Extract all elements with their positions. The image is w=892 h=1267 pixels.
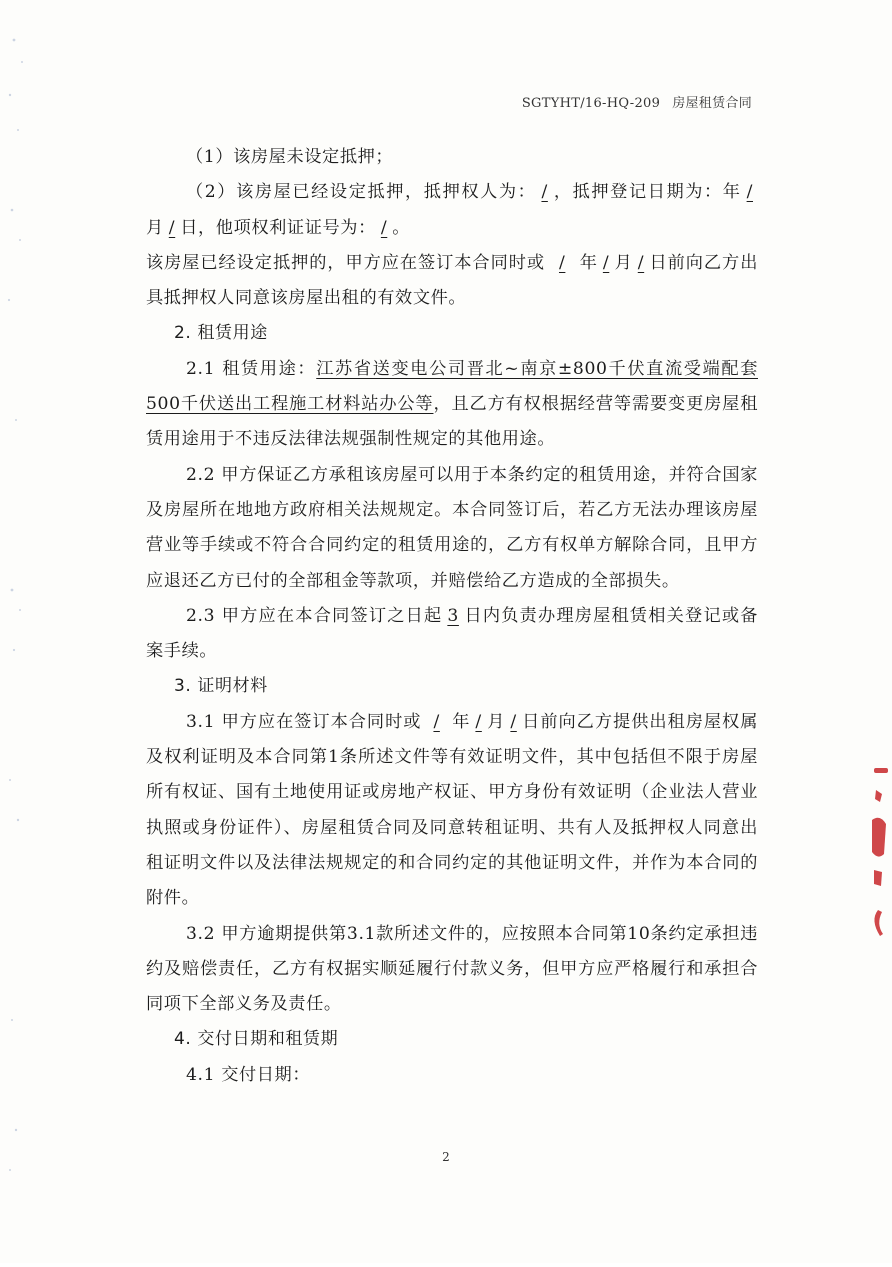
clause-2-1: [146, 352, 758, 458]
text-segment: 3.1 甲方应在签订本合同时或: [186, 711, 422, 732]
text-segment: （2）该房屋已经设定抵押，抵押权人为：: [186, 182, 537, 203]
mortgage-month-blank: /: [746, 182, 753, 203]
text-segment: 。: [392, 217, 411, 238]
text-segment: 月: [486, 711, 506, 732]
clause-4-1: 4.1 交付日期：: [186, 1064, 311, 1085]
clause-mortgage-set: [146, 175, 758, 246]
document-code: SGTYHT/16-HQ-209: [521, 96, 661, 111]
text-segment: 月: [614, 252, 633, 273]
text-segment: ，且乙方有权根据经营等需要变更房屋租赁用途用于不违反法律法规强制性规定的其他用途。: [146, 394, 758, 450]
page-number: 2: [442, 1150, 450, 1164]
clause-mortgage-none: （1）该房屋未设定抵押；: [186, 147, 394, 167]
section-heading-delivery-term: 4. 交付日期和租赁期: [174, 1029, 339, 1050]
consent-day-blank: /: [637, 252, 645, 273]
text-segment: ，抵押登记日期为：年: [552, 182, 742, 203]
text-segment: 年: [579, 252, 598, 273]
text-segment: 日前向乙方出具抵押权人同意该房屋出租的有效文件。: [146, 252, 758, 309]
text-segment: 日内负责办理房屋租赁相关登记或备案手续。: [146, 605, 758, 662]
page-header: [522, 92, 752, 111]
registration-days-value: 3: [447, 605, 459, 626]
scan-edge-specks: [0, 0, 40, 1263]
section-heading-certificates: 3. 证明材料: [174, 676, 268, 697]
seam-seal-stamp: [868, 760, 892, 950]
document-title: 房屋租赁合同: [672, 96, 752, 111]
consent-month-blank: /: [602, 252, 610, 273]
contract-body: [146, 140, 758, 1093]
mortgagee-blank: /: [541, 182, 548, 203]
certificate-day-blank: /: [510, 711, 517, 732]
clause-3-2: 3.2 甲方逾期提供第3.1款所述文件的，应按照本合同第10条约定承担违约及赔偿责任，乙方有权据实顺延履行付款义务，但甲方应严格履行和承担合同项下全部义务及责任。: [146, 923, 758, 1015]
text-segment: 日，他项权利证证号为：: [180, 217, 376, 238]
text-segment: 2.1 租赁用途：: [186, 358, 317, 379]
clause-2-2: 2.2 甲方保证乙方承租该房屋可以用于本条约定的租赁用途，并符合国家及房屋所在地地方政府相关法规规定。本合同签订后，若乙方无法办理该房屋营业等手续或不符合合同约定的租赁用途的，乙方有权单方解除合同，且甲方应退还乙方已付的全部租金等款项，并赔偿给乙方造成的全部损失。: [146, 464, 758, 591]
text-segment: 月: [146, 217, 164, 238]
mortgage-day-blank: /: [168, 217, 176, 238]
certificate-year-blank: /: [433, 711, 440, 732]
text-segment: 2.3 甲方应在本合同签订之日起: [186, 605, 443, 626]
certificate-number-blank: /: [380, 217, 388, 238]
text-segment: 日前向乙方提供出租房屋权属及权利证明及本合同第1条所述文件等有效证明文件，其中包括但不限于房屋所有权证、国有土地使用证或房地产权证、甲方身份有效证明（企业法人营业执照或身份证件）、房屋租赁合同及同意转租证明、共有人及抵押权人同意出租证明文件以及法律法规规定的和合同约定的其他证明文件，并作为本合同的附件。: [146, 711, 758, 909]
certificate-month-blank: /: [475, 711, 482, 732]
lease-purpose-value: 江苏省送变电公司晋北~南京±800千伏直流受端配套500千伏送出工程施工材料站办公等: [146, 358, 758, 415]
clause-3-1: [146, 705, 758, 917]
section-heading-lease-purpose: 2. 租赁用途: [174, 323, 268, 344]
clause-mortgage-consent: [146, 246, 758, 317]
clause-2-3: [146, 599, 758, 670]
consent-year-blank: /: [558, 252, 566, 273]
text-segment: 年: [451, 711, 471, 732]
text-segment: 该房屋已经设定抵押的，甲方应在签订本合同时或: [146, 252, 545, 273]
